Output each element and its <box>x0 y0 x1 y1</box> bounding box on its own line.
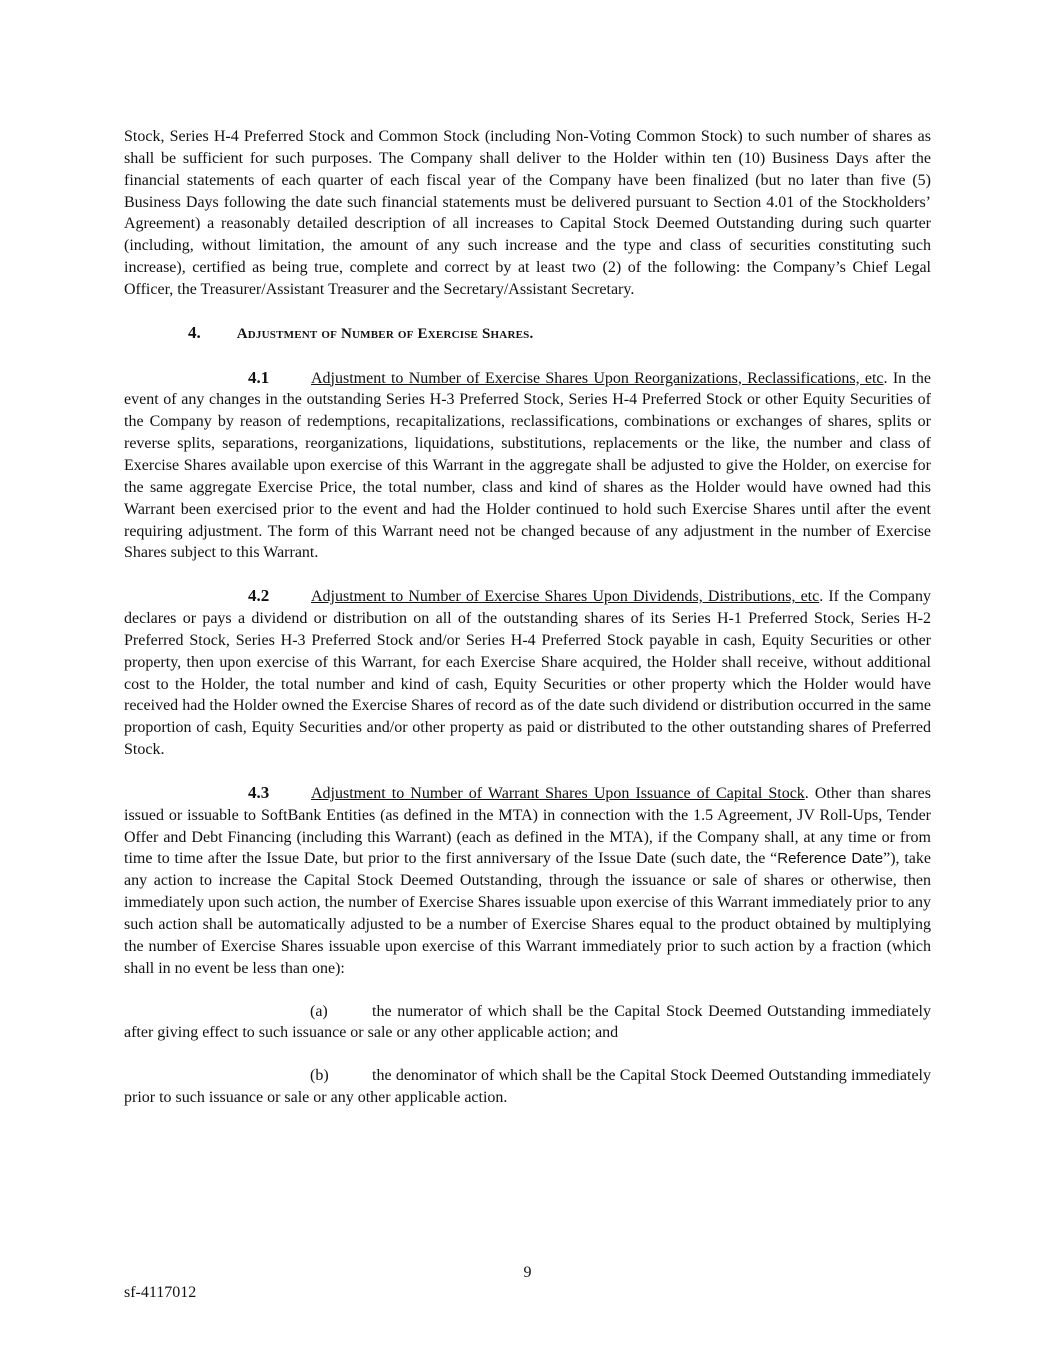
item-a-text: the numerator of which shall be the Capital Stock Deemed Outstanding immediately after giving effect to such issuance or sale or any other applicable action; and <box>124 1002 931 1042</box>
section-4-3-number: 4.3 <box>248 782 270 802</box>
section-4-1-number: 4.1 <box>248 367 270 387</box>
item-a-paragraph <box>124 1001 931 1045</box>
item-b-text: the denominator of which shall be the Capital Stock Deemed Outstanding immediately prior to such issuance or sale or any other applicable action. <box>124 1067 931 1107</box>
section-4-3-heading: Adjustment to Number of Warrant Shares Upon Issuance of Capital Stock <box>311 784 805 802</box>
document-page <box>124 126 931 1109</box>
section-4-2-number: 4.2 <box>248 586 270 606</box>
section-4-1-body: . In the event of any changes in the outstanding Series H-3 Preferred Stock, Series H-4 Preferred Stock or other Equity Securities of the Company by reason of redemptions, recapitalizations, reclassifications, combinations or exchanges of shares, splits or reverse splits, separations, reorganizations, liquidations, substitutions, replacements or the like, the number and class of Exercise Shares available upon exercise of this Warrant in the aggregate shall be adjusted to give the Holder, on exercise for the same aggregate Exercise Price, the total number, class and kind of shares as the Holder would have owned had this Warrant been exercised prior to the event and had the Holder continued to hold such Exercise Shares until after the event requiring adjustment. The form of this Warrant need not be changed because of any adjustment in the number of Exercise Shares subject to this Warrant. <box>124 369 932 562</box>
section-4-3-paragraph <box>124 782 931 980</box>
section-4-2-paragraph <box>124 585 931 761</box>
item-b-paragraph <box>124 1065 931 1109</box>
section-4-3-body-before: . Other than shares issued or issuable to SoftBank Entities (as defined in the MTA) in connection with the 1.5 Agreement, JV Roll-Ups, Tender Offer and Debt Financing (including this Warrant) (each as defined in the MTA), if the Company shall, at any time or from time to time after the Issue Date, but prior to the first anniversary of the Issue Date (such date, the “ <box>124 784 931 868</box>
footer-document-id: sf-4117012 <box>124 1284 197 1301</box>
section-4-title: Adjustment of Number of Exercise Shares. <box>236 325 534 342</box>
section-4-1-heading: Adjustment to Number of Exercise Shares Upon Reorganizations, Reclassifications, etc <box>311 369 884 387</box>
section-4-2-heading: Adjustment to Number of Exercise Shares Upon Dividends, Distributions, etc <box>311 588 820 606</box>
section-4-number: 4. <box>188 322 201 342</box>
page-number: 9 <box>523 1264 532 1281</box>
section-4-3-body-after: ”), take any action to increase the Capital Stock Deemed Outstanding, through the issuance or sale of shares or otherwise, then immediately upon such action, the number of Exercise Shares issuable upon exercise of this Warrant immediately prior to any such action shall be automatically adjusted to be a number of Exercise Shares equal to the product obtained by multiplying the number of Exercise Shares issuable upon exercise of this Warrant immediately prior to such action by a fraction (which shall in no event be less than one): <box>124 850 932 977</box>
section-4-heading <box>124 322 931 346</box>
section-4-2-body: . If the Company declares or pays a dividend or distribution on all of the outstanding shares of its Series H-1 Preferred Stock, Series H-2 Preferred Stock, Series H-3 Preferred Stock and/or Series H-4 Preferred Stock payable in cash, Equity Securities or other property, then upon exercise of this Warrant, for each Exercise Share acquired, the Holder shall receive, without additional cost to the Holder, the total number and kind of cash, Equity Securities or other property which the Holder would have received had the Holder owned the Exercise Shares of record as of the date such dividend or distribution occurred in the same proportion of cash, Equity Securities and/or other property as paid or distributed to the other outstanding shares of Preferred Stock. <box>124 588 932 759</box>
item-b-label: (b) <box>310 1067 329 1085</box>
item-a-label: (a) <box>310 1002 328 1020</box>
intro-paragraph: Stock, Series H-4 Preferred Stock and Common Stock (including Non-Voting Common Stock) to such number of shares as shall be sufficient for such purposes. The Company shall deliver to the Holder within ten (10) Business Days after the financial statements of each quarter of each fiscal year of the Company have been finalized (but no later than five (5) Business Days following the date such financial statements must be delivered pursuant to Section 4.01 of the Stockholders’ Agreement) a reasonably detailed description of all increases to Capital Stock Deemed Outstanding during such quarter (including, without limitation, the amount of any such increase and the type and class of securities constituting such increase), certified as being true, complete and correct by at least two (2) of the following: the Company’s Chief Legal Officer, the Treasurer/Assistant Treasurer and the Secretary/Assistant Secretary. <box>124 128 931 298</box>
section-4-1-paragraph <box>124 367 931 565</box>
reference-date-term: Reference Date <box>777 850 884 868</box>
